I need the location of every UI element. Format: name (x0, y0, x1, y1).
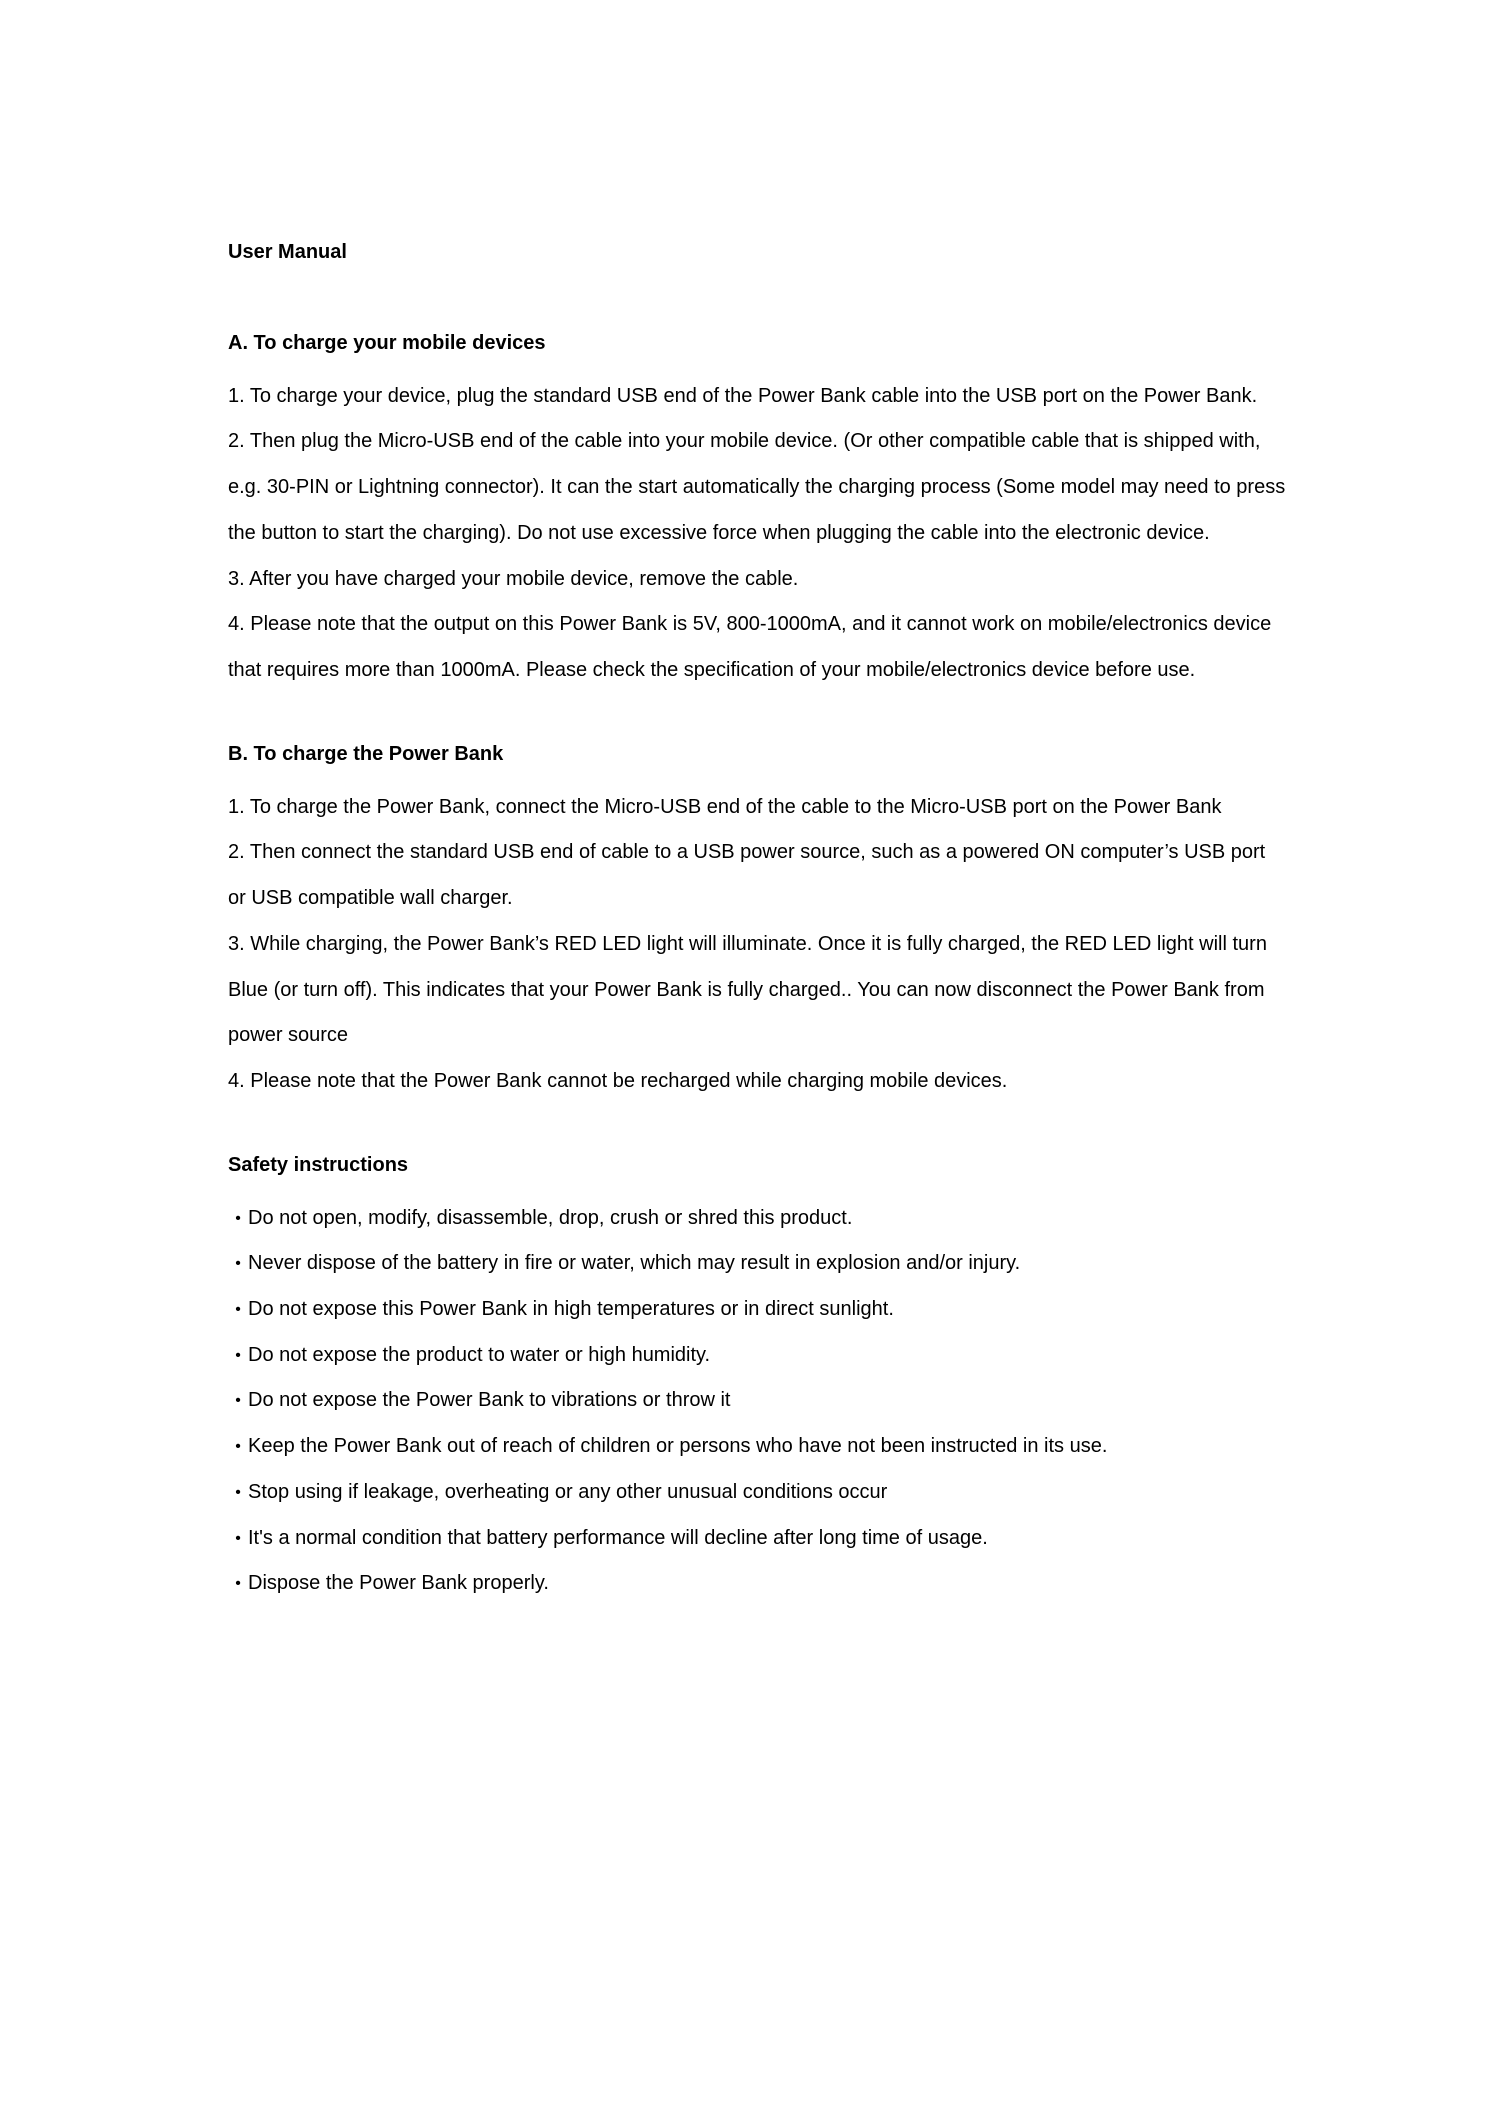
safety-list-item (228, 1424, 1288, 1470)
section-charge-mobile-devices (228, 328, 1288, 694)
bullet-icon: • (235, 1483, 241, 1501)
instruction-paragraph: 2. Then connect the standard USB end of cable to a USB power source, such as a powered ON computer’s USB port or USB compatible wall charger. (228, 841, 1266, 910)
section-heading: B. To charge the Power Bank (228, 743, 504, 765)
document-title: User Manual (228, 241, 347, 263)
instruction-paragraph: 1. To charge your device, plug the standard USB end of the Power Bank cable into the USB port on the Power Bank. (228, 384, 1258, 407)
safety-item-text: Keep the Power Bank out of reach of children or persons who have not been instructed in its use. (248, 1435, 1108, 1458)
safety-item-text: It's a normal condition that battery performance will decline after long time of usage. (248, 1526, 988, 1549)
safety-list-item (228, 1561, 1288, 1607)
safety-list-item (228, 1287, 1288, 1333)
bullet-icon: • (235, 1438, 241, 1456)
safety-item-text: Do not open, modify, disassemble, drop, crush or shred this product. (248, 1206, 853, 1229)
safety-item-text: Do not expose the product to water or high humidity. (248, 1343, 711, 1366)
safety-item-text: Stop using if leakage, overheating or any other unusual conditions occur (248, 1480, 888, 1503)
bullet-icon: • (235, 1392, 241, 1410)
safety-item-text: Dispose the Power Bank properly. (248, 1572, 549, 1595)
safety-item-text: Do not expose this Power Bank in high temperatures or in direct sunlight. (248, 1298, 894, 1321)
bullet-icon: • (235, 1529, 241, 1547)
bullet-icon: • (235, 1575, 241, 1593)
section-heading: Safety instructions (228, 1154, 409, 1176)
bullet-icon: • (235, 1255, 241, 1273)
instruction-paragraph: 4. Please note that the output on this Power Bank is 5V, 800-1000mA, and it cannot work on mobile/electronics device that requires more than 1000mA. Please check the specification of your mobile/electronics device before use. (228, 613, 1272, 681)
section-charge-power-bank (228, 739, 1288, 1105)
instruction-paragraph: 1. To charge the Power Bank, connect the Micro-USB end of the cable to the Micro-USB port on the Power Bank (228, 795, 1222, 818)
instruction-paragraph: 4. Please note that the Power Bank cannot be recharged while charging mobile devices. (228, 1069, 1008, 1092)
instruction-paragraph: 3. While charging, the Power Bank’s RED LED light will illuminate. Once it is fully charged, the RED LED light will turn Blue (or turn off). This indicates that your Power Bank is fully charged.. You can now disconnect the Power Bank from power source (228, 932, 1267, 1047)
safety-list-item (228, 1378, 1288, 1424)
safety-list-item (228, 1516, 1288, 1562)
bullet-icon: • (235, 1346, 241, 1364)
section-safety-instructions (228, 1150, 1288, 1607)
safety-list-item (228, 1241, 1288, 1287)
safety-list-item (228, 1333, 1288, 1379)
safety-item-text: Never dispose of the battery in fire or water, which may result in explosion and/or injury. (248, 1252, 1021, 1275)
bullet-icon: • (235, 1301, 241, 1319)
instruction-paragraph: 2. Then plug the Micro-USB end of the cable into your mobile device. (Or other compatible cable that is shipped with, e.g. 30-PIN or Lightning connector). It can the start automatically the charging process (Some model may need to press the button to start the charging). Do not use excessive force when plugging the cable into the electronic device. (228, 430, 1286, 544)
instruction-paragraph: 3. After you have charged your mobile device, remove the cable. (228, 567, 799, 590)
safety-list-item (228, 1470, 1288, 1516)
safety-list-item (228, 1196, 1288, 1242)
safety-item-text: Do not expose the Power Bank to vibrations or throw it (248, 1389, 731, 1412)
section-heading: A. To charge your mobile devices (228, 332, 546, 354)
bullet-icon: • (235, 1209, 241, 1227)
